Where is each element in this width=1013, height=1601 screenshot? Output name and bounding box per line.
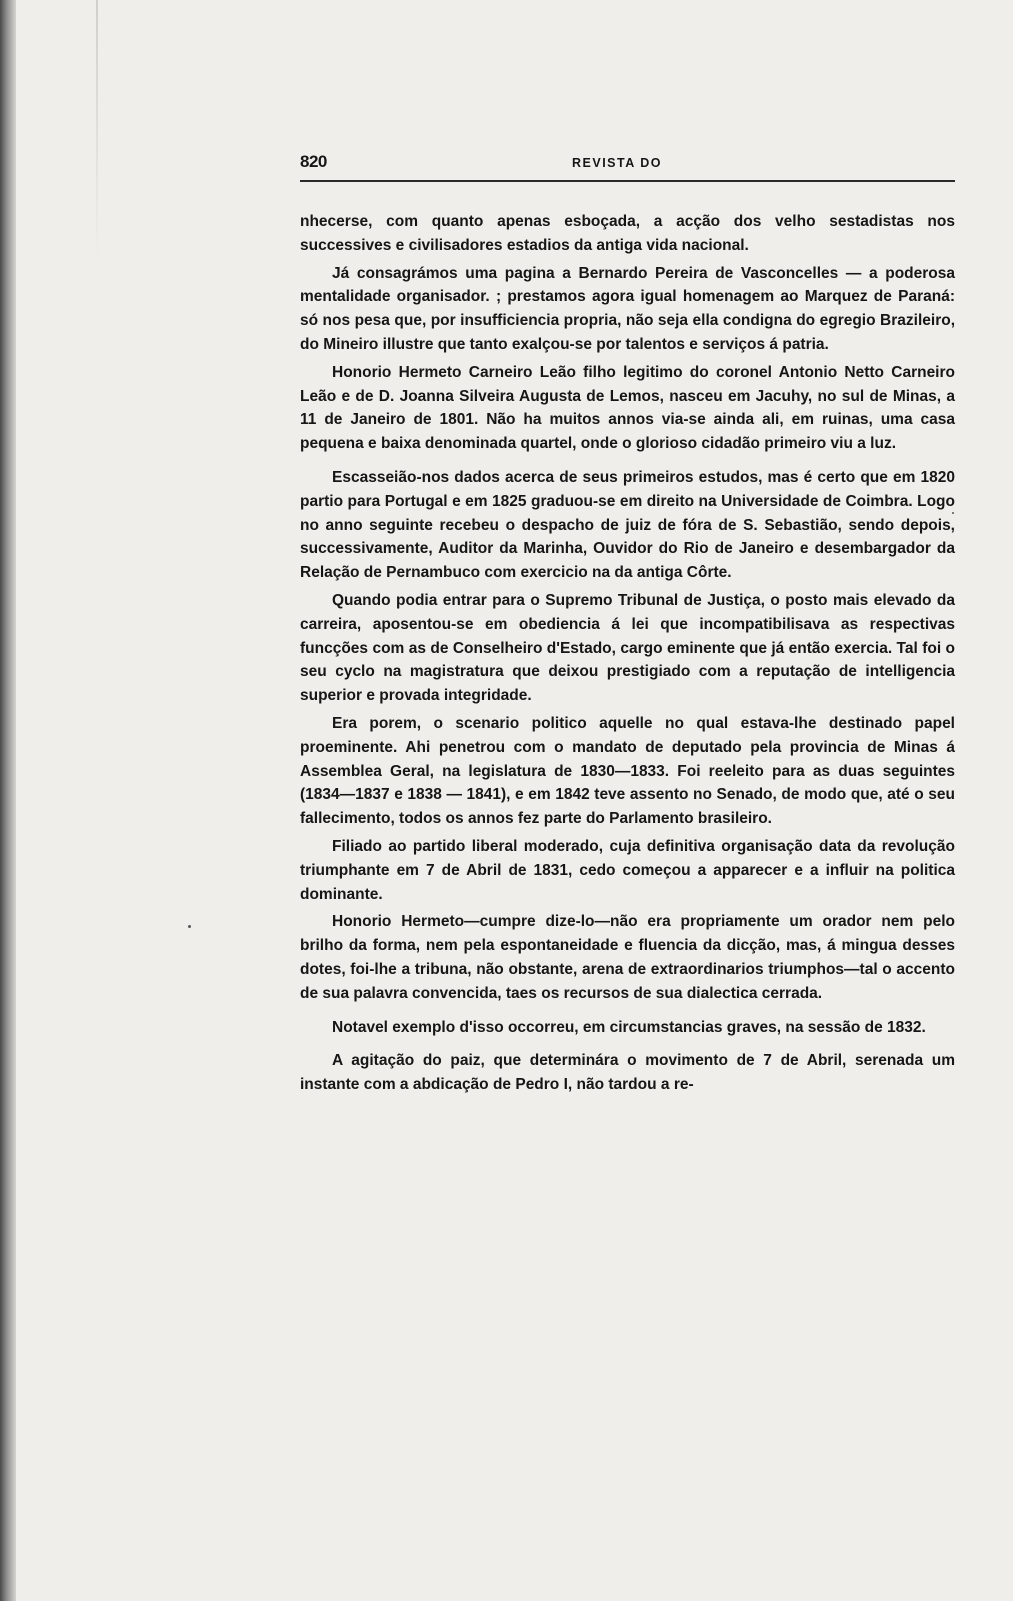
- scan-artifact-line: [96, 0, 98, 260]
- paragraph-7: Filiado ao partido liberal moderado, cuja definitiva organisação data da revolução triumphante em 7 de Abril de 1831, cedo começou a apparecer e a influir na politica dominante.: [300, 837, 955, 903]
- paragraph-2: Já consagrámos uma pagina a Bernardo Pereira de Vasconcelles — a poderosa mentalidade organisador. ; prestamos agora igual homenagem ao Marquez de Paraná: só nos pesa que, por insufficiencia propria, não seja ella condigna do egregio Brazileiro, do Mineiro illustre que tanto exalçou-se por talentos e serviços á patria.: [300, 264, 955, 353]
- header-rule: [300, 180, 955, 182]
- paragraph-6: Era porem, o scenario politico aquelle no qual estava-lhe destinado papel proeminente. Ahi penetrou com o mandato de deputado pela provincia de Minas á Assemblea Geral, na legislatura de 1830—1833. Foi reeleito para as duas seguintes (1834—1837 e 1838 — 1841), e em 1842 teve assento no Senado, de modo que, até o seu fallecimento, todos os annos fez parte do Parlamento brasileiro.: [300, 714, 955, 828]
- paragraph-4: Escasseião-nos dados acerca de seus primeiros estudos, mas é certo que em 1820 partio para Portugal e em 1825 graduou-se em direito na Universidade de Coimbra. Logo no anno seguinte recebeu o despacho de juiz de fóra de S. Sebastião, sendo depois, successivamente, Auditor da Marinha, Ouvidor do Rio de Janeiro e desembargador da Relação de Pernambuco com exercicio na da antiga Côrte.: [300, 468, 955, 582]
- text-body: [300, 210, 955, 1101]
- paragraph-9: Notavel exemplo d'isso occorreu, em circumstancias graves, na sessão de 1832.: [332, 1018, 926, 1036]
- page-number: 820: [300, 152, 327, 171]
- paragraph-1: nhecerse, com quanto apenas esboçada, a acção dos velho sestadistas nos successives e civilisadores estadios da antiga vida nacional.: [300, 213, 955, 254]
- paragraph-10: A agitação do paiz, que determinára o movimento de 7 de Abril, serenada um instante com a abdicação de Pedro I, não tardou a re-: [300, 1052, 955, 1094]
- page-binding-shadow: [0, 0, 16, 1601]
- paragraph-5: Quando podia entrar para o Supremo Tribunal de Justiça, o posto mais elevado da carreira, aposentou-se em obediencia á lei que incompatibilisava as respectivas funcções com as de Conselheiro d'Estado, cargo eminente que já então exercia. Tal foi o seu cyclo na magistratura que deixou prestigiado com a reputação de intelligencia superior e provada integridade.: [300, 591, 955, 705]
- page-header: [300, 152, 955, 182]
- running-title: REVISTA DO: [572, 156, 663, 170]
- paragraph-8: Honorio Hermeto—cumpre dize-lo—não era propriamente um orador nem pelo brilho da forma, nem pela espontaneidade e fluencia da dicção, mas, á mingua desses dotes, foi-lhe a tribuna, não obstante, arena de extraordinarios triumphos—tal o accento de sua palavra convencida, taes os recursos de sua dialectica cerrada.: [300, 913, 955, 1002]
- paragraph-3: Honorio Hermeto Carneiro Leão filho legitimo do coronel Antonio Netto Carneiro Leão e de D. Joanna Silveira Augusta de Lemos, nasceu em Jacuhy, no sul de Minas, a 11 de Janeiro de 1801. Não ha muitos annos via-se ainda ali, em ruinas, uma casa pequena e baixa denominada quartel, onde o glorioso cidadão primeiro viu a luz.: [300, 363, 955, 453]
- scan-speck: [952, 512, 954, 514]
- scan-speck: [188, 925, 191, 928]
